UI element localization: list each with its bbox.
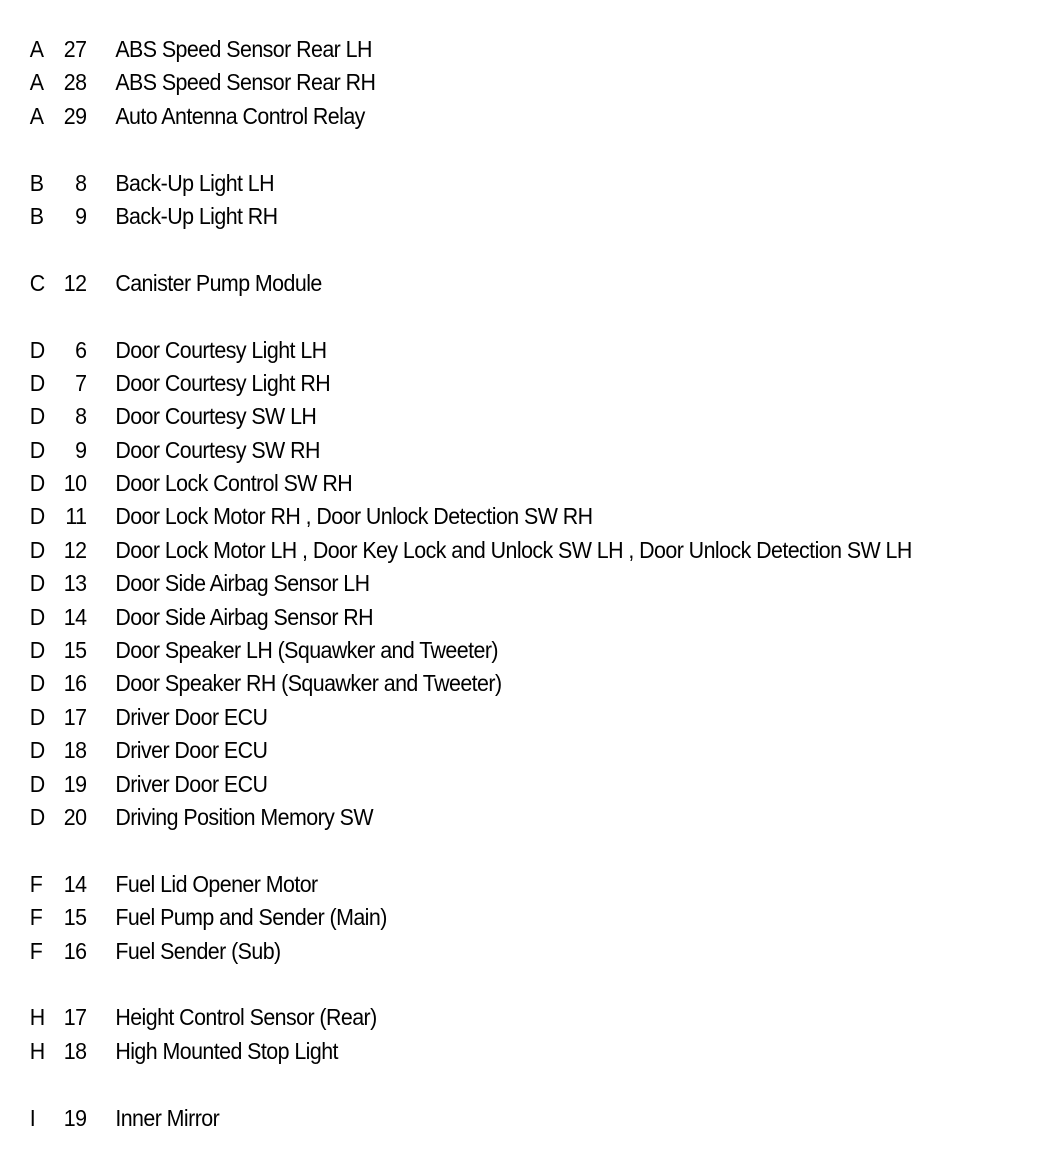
connector-letter: F: [29, 937, 43, 964]
connector-number: 14: [63, 603, 87, 630]
component-name: Fuel Sender (Sub): [115, 937, 281, 964]
list-item: [0, 1001, 982, 1034]
connector-letter: B: [29, 169, 44, 196]
connector-letter: D: [29, 770, 45, 797]
list-item: [0, 634, 982, 667]
connector-number: 19: [63, 770, 87, 797]
list-item: [0, 534, 982, 567]
list-item: [0, 334, 982, 367]
connector-letter: D: [29, 703, 45, 730]
list-item: [0, 768, 982, 801]
connector-letter: D: [29, 737, 45, 764]
connector-letter: D: [29, 369, 45, 396]
component-name: Height Control Sensor (Rear): [115, 1004, 377, 1031]
list-item: [0, 868, 982, 901]
list-item: [0, 734, 982, 767]
component-name: Door Side Airbag Sensor LH: [115, 570, 370, 597]
list-item: [0, 1035, 982, 1068]
component-name: ABS Speed Sensor Rear LH: [115, 36, 372, 62]
connector-letter: D: [29, 436, 45, 463]
list-item: [0, 1102, 982, 1135]
component-name: Door Courtesy SW RH: [115, 436, 320, 463]
connector-number: 11: [65, 503, 87, 530]
connector-number: 7: [75, 369, 87, 396]
component-name: Door Lock Control SW RH: [115, 470, 353, 497]
component-name: Back-Up Light LH: [115, 169, 275, 196]
component-name: Driver Door ECU: [115, 737, 268, 764]
connector-number: 15: [63, 904, 87, 931]
component-name: Door Courtesy Light LH: [115, 336, 327, 363]
list-item: [0, 400, 982, 433]
component-name: Door Lock Motor RH , Door Unlock Detection SW RH: [115, 503, 593, 530]
connector-index-list: [0, 33, 1056, 1168]
connector-letter: D: [29, 603, 45, 630]
connector-number: 28: [63, 69, 87, 96]
connector-letter: D: [29, 403, 45, 430]
group-b: [0, 167, 1056, 234]
connector-number: 18: [63, 1037, 87, 1064]
connector-letter: I: [29, 1104, 36, 1131]
connector-letter: F: [29, 904, 43, 931]
connector-letter: D: [29, 503, 45, 530]
component-name: Door Speaker RH (Squawker and Tweeter): [115, 670, 502, 697]
connector-number: 8: [75, 403, 87, 430]
connector-letter: D: [29, 803, 45, 830]
list-item: [0, 367, 982, 400]
component-name: Door Courtesy Light RH: [115, 369, 331, 396]
list-item: [0, 667, 982, 700]
list-item: [0, 100, 982, 133]
component-name: Auto Antenna Control Relay: [115, 102, 365, 129]
list-item: [0, 567, 982, 600]
component-name: Door Side Airbag Sensor RH: [115, 603, 374, 630]
component-name: Door Lock Motor LH , Door Key Lock and Unlock SW LH , Door Unlock Detection SW LH: [115, 536, 912, 563]
group-i: [0, 1102, 1056, 1135]
component-name: Door Speaker LH (Squawker and Tweeter): [115, 637, 498, 664]
component-name: Driver Door ECU: [115, 770, 268, 797]
connector-number: 17: [63, 1004, 87, 1031]
connector-letter: D: [29, 570, 45, 597]
group-a: [0, 33, 1056, 133]
connector-number: 10: [63, 470, 87, 497]
connector-number: 14: [63, 870, 87, 897]
list-item: [0, 801, 982, 834]
connector-letter: H: [29, 1004, 45, 1031]
list-item: [0, 267, 982, 300]
connector-number: 29: [63, 102, 87, 129]
group-c: [0, 267, 1056, 300]
connector-number: 17: [63, 703, 87, 730]
connector-number: 13: [63, 570, 87, 597]
connector-number: 15: [63, 637, 87, 664]
list-item: [0, 935, 982, 968]
connector-letter: H: [29, 1037, 45, 1064]
connector-letter: A: [29, 102, 44, 129]
connector-number: 6: [75, 336, 87, 363]
connector-number: 12: [63, 269, 87, 296]
connector-number: 16: [63, 670, 87, 697]
list-item: [0, 33, 982, 66]
connector-number: 19: [63, 1104, 87, 1131]
component-name: Driver Door ECU: [115, 703, 268, 730]
component-name: ABS Speed Sensor Rear RH: [115, 69, 376, 96]
connector-letter: A: [29, 36, 44, 62]
list-item: [0, 601, 982, 634]
list-item: [0, 467, 982, 500]
connector-letter: B: [29, 202, 44, 229]
component-name: Back-Up Light RH: [115, 202, 278, 229]
component-name: High Mounted Stop Light: [115, 1037, 338, 1064]
connector-number: 16: [63, 937, 87, 964]
connector-number: 20: [63, 803, 87, 830]
component-name: Driving Position Memory SW: [115, 803, 374, 830]
connector-number: 9: [75, 202, 87, 229]
connector-number: 12: [63, 536, 87, 563]
connector-number: 8: [75, 169, 87, 196]
component-name: Canister Pump Module: [115, 269, 322, 296]
list-item: [0, 66, 982, 99]
component-name: Door Courtesy SW LH: [115, 403, 317, 430]
connector-letter: D: [29, 470, 45, 497]
list-item: [0, 434, 982, 467]
connector-letter: D: [29, 637, 45, 664]
connector-number: 18: [63, 737, 87, 764]
list-item: [0, 901, 982, 934]
list-item: [0, 701, 982, 734]
connector-letter: A: [29, 69, 44, 96]
list-item: [0, 200, 982, 233]
connector-number: 27: [63, 36, 87, 62]
connector-letter: D: [29, 536, 45, 563]
connector-number: 9: [75, 436, 87, 463]
connector-letter: D: [29, 670, 45, 697]
connector-letter: D: [29, 336, 45, 363]
component-name: Inner Mirror: [115, 1104, 220, 1131]
group-f: [0, 868, 1056, 968]
connector-letter: C: [29, 269, 45, 296]
group-d: [0, 334, 1056, 835]
connector-letter: F: [29, 870, 43, 897]
component-name: Fuel Pump and Sender (Main): [115, 904, 387, 931]
group-h: [0, 1001, 1056, 1068]
list-item: [0, 500, 982, 533]
component-name: Fuel Lid Opener Motor: [115, 870, 318, 897]
list-item: [0, 167, 982, 200]
